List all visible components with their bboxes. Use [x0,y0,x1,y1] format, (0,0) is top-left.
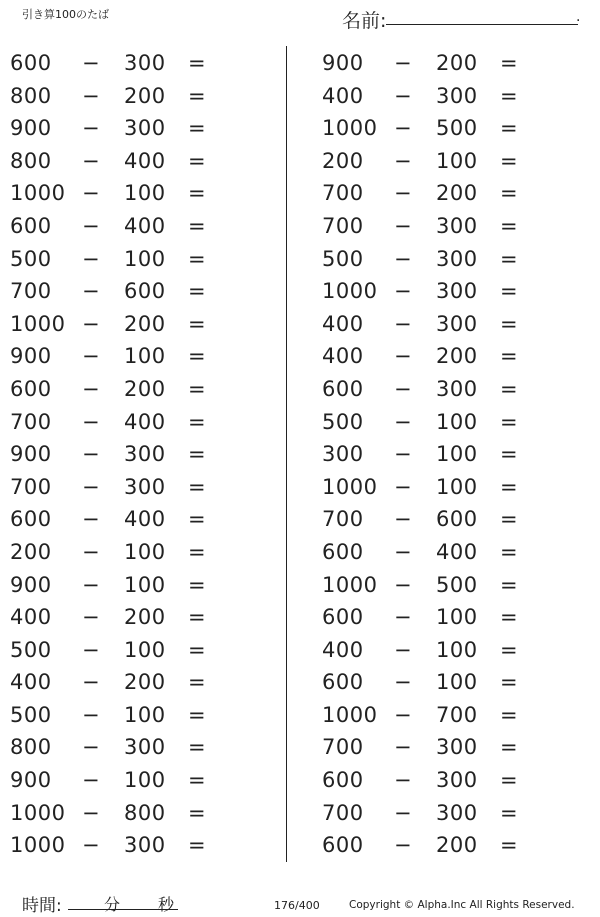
subtrahend: 200 [124,670,166,695]
minus-sign: − [394,768,413,793]
equals-sign: = [188,83,207,108]
equals-sign: = [500,539,519,564]
minuend: 200 [322,148,364,173]
minuend: 700 [322,800,364,825]
equals-sign: = [500,279,519,304]
minuend: 600 [322,833,364,858]
equals-sign: = [188,213,207,238]
minus-sign: − [82,474,101,499]
minus-sign: − [82,507,101,532]
minuend: 400 [10,670,52,695]
minuend: 900 [10,116,52,141]
subtrahend: 300 [436,246,478,271]
subtrahend: 400 [124,507,166,532]
minuend: 700 [10,409,52,434]
subtrahend: 300 [124,116,166,141]
minus-sign: − [82,605,101,630]
minuend: 700 [322,213,364,238]
subtrahend: 100 [124,768,166,793]
minus-sign: − [82,213,101,238]
minus-sign: − [82,735,101,760]
equals-sign: = [188,605,207,630]
minus-sign: − [82,442,101,467]
minus-sign: − [82,670,101,695]
minus-sign: − [394,637,413,662]
subtrahend: 100 [436,409,478,434]
minuend: 600 [10,376,52,401]
minus-sign: − [394,83,413,108]
equals-sign: = [188,833,207,858]
subtrahend: 100 [124,246,166,271]
minus-sign: − [394,800,413,825]
minus-sign: − [82,51,101,75]
minus-sign: − [82,539,101,564]
subtrahend: 100 [124,637,166,662]
minus-sign: − [82,702,101,727]
minus-sign: − [394,605,413,630]
minuend: 800 [10,148,52,173]
equals-sign: = [500,148,519,173]
minus-sign: − [394,376,413,401]
equals-sign: = [500,181,519,206]
minus-sign: − [82,800,101,825]
minuend: 900 [10,768,52,793]
minuend: 1000 [322,116,378,141]
minuend: 600 [322,376,364,401]
equals-sign: = [188,311,207,336]
name-dot: . [576,9,581,25]
minus-sign: − [82,768,101,793]
minus-sign: − [394,181,413,206]
subtrahend: 100 [436,605,478,630]
subtrahend: 400 [436,539,478,564]
time-label: 時間: [22,896,62,916]
worksheet-title: 引き算100のたば [22,8,109,21]
minuend: 1000 [322,572,378,597]
minuend: 1000 [322,474,378,499]
subtrahend: 200 [124,311,166,336]
subtrahend: 400 [124,213,166,238]
minuend: 200 [10,539,52,564]
subtrahend: 100 [124,539,166,564]
minuend: 300 [322,442,364,467]
subtrahend: 300 [436,213,478,238]
equals-sign: = [500,735,519,760]
copyright-text: Copyright © Alpha.Inc All Rights Reserved. [349,899,575,911]
minuend: 1000 [10,800,66,825]
minuend: 1000 [10,181,66,206]
equals-sign: = [188,539,207,564]
subtrahend: 300 [436,800,478,825]
subtrahend: 100 [436,148,478,173]
equals-sign: = [188,474,207,499]
name-label: 名前: [342,10,387,32]
equals-sign: = [188,181,207,206]
subtrahend: 300 [124,51,166,75]
minuend: 800 [10,83,52,108]
seconds-label: 秒 [158,895,175,914]
equals-sign: = [500,768,519,793]
equals-sign: = [500,344,519,369]
minus-sign: − [394,148,413,173]
minuend: 500 [322,246,364,271]
minuend: 600 [322,605,364,630]
equals-sign: = [188,344,207,369]
equals-sign: = [188,246,207,271]
minus-sign: − [394,735,413,760]
minuend: 900 [10,344,52,369]
minus-sign: − [394,670,413,695]
equals-sign: = [500,507,519,532]
equals-sign: = [500,213,519,238]
equals-sign: = [500,833,519,858]
minuend: 500 [10,702,52,727]
equals-sign: = [500,83,519,108]
minus-sign: − [394,279,413,304]
minus-sign: − [394,116,413,141]
minus-sign: − [82,344,101,369]
minus-sign: − [394,344,413,369]
minus-sign: − [82,409,101,434]
equals-sign: = [188,637,207,662]
subtrahend: 200 [124,83,166,108]
equals-sign: = [188,279,207,304]
minutes-label: 分 [104,895,121,914]
minus-sign: − [394,246,413,271]
equals-sign: = [188,409,207,434]
minus-sign: − [82,83,101,108]
equals-sign: = [188,116,207,141]
equals-sign: = [500,51,519,75]
minus-sign: − [82,833,101,858]
minuend: 900 [10,572,52,597]
minuend: 1000 [10,833,66,858]
subtrahend: 200 [436,344,478,369]
equals-sign: = [500,116,519,141]
minuend: 500 [10,246,52,271]
minuend: 400 [322,311,364,336]
minus-sign: − [82,116,101,141]
equals-sign: = [500,376,519,401]
subtrahend: 100 [124,572,166,597]
minuend: 800 [10,735,52,760]
subtrahend: 300 [124,442,166,467]
minuend: 700 [322,181,364,206]
minuend: 900 [10,442,52,467]
subtrahend: 300 [436,279,478,304]
equals-sign: = [188,800,207,825]
minus-sign: − [394,51,413,75]
minus-sign: − [394,213,413,238]
subtrahend: 100 [124,181,166,206]
minuend: 400 [10,605,52,630]
subtrahend: 100 [436,670,478,695]
minus-sign: − [82,181,101,206]
minus-sign: − [82,279,101,304]
minus-sign: − [82,376,101,401]
minuend: 500 [322,409,364,434]
minuend: 600 [322,670,364,695]
minuend: 1000 [322,279,378,304]
subtrahend: 700 [436,702,478,727]
minuend: 1000 [322,702,378,727]
minus-sign: − [82,637,101,662]
subtrahend: 800 [124,800,166,825]
equals-sign: = [188,768,207,793]
subtrahend: 500 [436,572,478,597]
minus-sign: − [82,246,101,271]
subtrahend: 200 [124,376,166,401]
minus-sign: − [394,702,413,727]
equals-sign: = [500,670,519,695]
subtrahend: 600 [124,279,166,304]
equals-sign: = [188,572,207,597]
subtrahend: 300 [436,83,478,108]
equals-sign: = [188,735,207,760]
minus-sign: − [82,148,101,173]
subtrahend: 300 [436,311,478,336]
minus-sign: − [394,833,413,858]
minus-sign: − [394,474,413,499]
equals-sign: = [188,376,207,401]
subtrahend: 200 [436,181,478,206]
equals-sign: = [188,702,207,727]
subtrahend: 100 [124,702,166,727]
minuend: 600 [322,539,364,564]
equals-sign: = [500,800,519,825]
subtrahend: 200 [436,833,478,858]
minuend: 700 [322,507,364,532]
equals-sign: = [500,442,519,467]
minus-sign: − [394,539,413,564]
equals-sign: = [500,572,519,597]
equals-sign: = [188,670,207,695]
minus-sign: − [82,311,101,336]
minuend: 500 [10,637,52,662]
subtrahend: 200 [124,605,166,630]
equals-sign: = [188,51,207,75]
subtrahend: 300 [124,833,166,858]
subtrahend: 300 [436,768,478,793]
minus-sign: − [394,442,413,467]
subtrahend: 100 [436,474,478,499]
equals-sign: = [500,702,519,727]
subtrahend: 100 [124,344,166,369]
minuend: 400 [322,83,364,108]
minuend: 600 [10,507,52,532]
minus-sign: − [394,311,413,336]
minuend: 600 [10,51,52,75]
column-divider [286,46,287,862]
subtrahend: 100 [436,442,478,467]
minus-sign: − [82,572,101,597]
subtrahend: 400 [124,148,166,173]
equals-sign: = [500,474,519,499]
subtrahend: 500 [436,116,478,141]
minuend: 400 [322,344,364,369]
subtrahend: 400 [124,409,166,434]
equals-sign: = [500,311,519,336]
subtrahend: 300 [124,735,166,760]
minus-sign: − [394,572,413,597]
minuend: 600 [10,213,52,238]
minuend: 700 [10,279,52,304]
subtrahend: 300 [124,474,166,499]
subtrahend: 300 [436,735,478,760]
equals-sign: = [500,409,519,434]
subtrahend: 100 [436,637,478,662]
minuend: 900 [322,51,364,75]
equals-sign: = [188,442,207,467]
page-number: 176/400 [274,899,320,912]
minuend: 400 [322,637,364,662]
equals-sign: = [500,246,519,271]
name-blank-line[interactable] [386,24,578,25]
minuend: 1000 [10,311,66,336]
equals-sign: = [188,507,207,532]
equals-sign: = [500,605,519,630]
minuend: 600 [322,768,364,793]
minus-sign: − [394,507,413,532]
equals-sign: = [188,148,207,173]
minus-sign: − [394,409,413,434]
minuend: 700 [322,735,364,760]
subtrahend: 200 [436,51,478,75]
equals-sign: = [500,637,519,662]
minuend: 700 [10,474,52,499]
subtrahend: 600 [436,507,478,532]
subtrahend: 300 [436,376,478,401]
